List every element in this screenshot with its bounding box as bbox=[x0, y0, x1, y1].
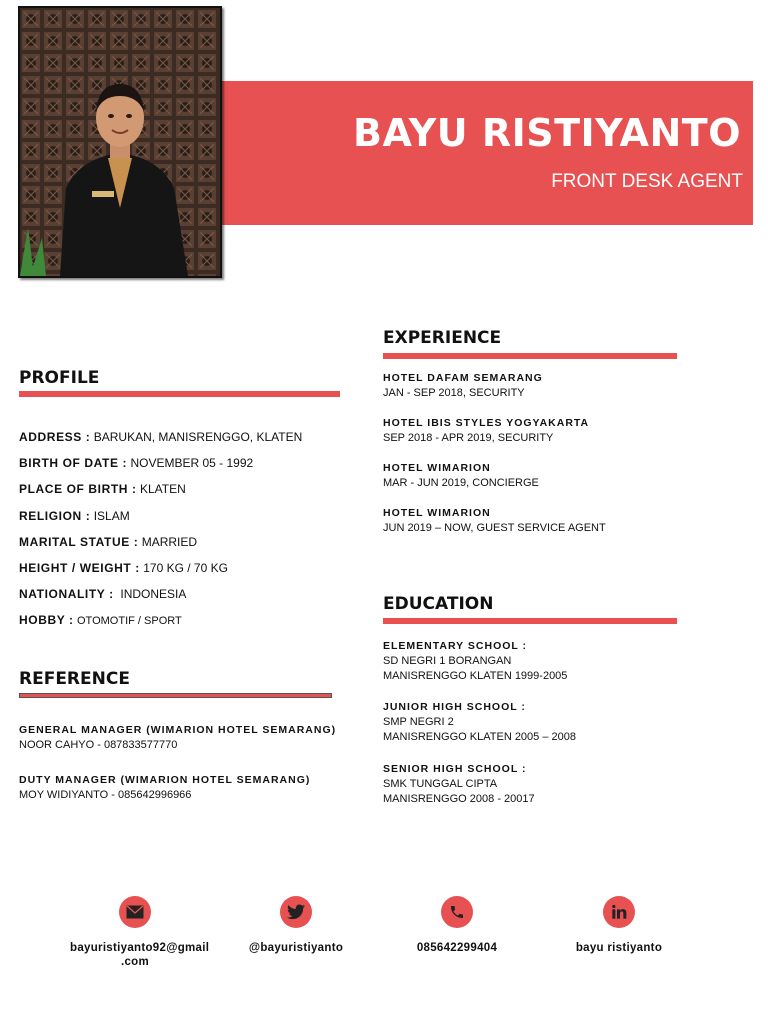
profile-item-hobby bbox=[19, 613, 182, 627]
profile-key: HOBBY : bbox=[19, 613, 74, 627]
reference-heading: REFERENCE bbox=[19, 669, 130, 689]
profile-value: KLATEN bbox=[139, 482, 186, 496]
education-location-years: MANISRENGGO 2008 - 20017 bbox=[383, 793, 535, 805]
reference-contact: NOOR CAHYO - 087833577770 bbox=[19, 739, 178, 751]
profile-item-marital-status bbox=[19, 535, 197, 549]
profile-value: MARRIED bbox=[141, 535, 198, 549]
contact-email bbox=[70, 896, 210, 969]
reference-title: DUTY MANAGER (WIMARION HOTEL SEMARANG) bbox=[19, 774, 311, 786]
education-school: SMK TUNGGAL CIPTA bbox=[383, 778, 498, 790]
contact-linkedin bbox=[554, 896, 684, 955]
education-item bbox=[383, 700, 576, 745]
experience-divider bbox=[383, 353, 677, 359]
profile-item-nationality bbox=[19, 587, 186, 601]
profile-value: INDONESIA bbox=[117, 587, 187, 601]
education-divider bbox=[383, 618, 677, 624]
email-icon bbox=[119, 896, 151, 928]
experience-employer: HOTEL WIMARION bbox=[383, 507, 491, 519]
education-item bbox=[383, 639, 567, 684]
reference-item bbox=[19, 773, 310, 803]
profile-value: 170 KG / 70 KG bbox=[143, 561, 228, 575]
profile-key: PLACE OF BIRTH : bbox=[19, 482, 137, 496]
twitter-icon bbox=[280, 896, 312, 928]
contact-phone bbox=[392, 896, 522, 955]
profile-key: RELIGION : bbox=[19, 509, 91, 523]
education-item bbox=[383, 762, 535, 807]
education-level: ELEMENTARY SCHOOL : bbox=[383, 640, 528, 652]
reference-title: GENERAL MANAGER (WIMARION HOTEL SEMARANG) bbox=[19, 724, 337, 736]
header-banner bbox=[222, 81, 753, 225]
profile-item-height-weight bbox=[19, 561, 228, 575]
profile-value: NOVEMBER 05 - 1992 bbox=[130, 456, 254, 470]
profile-key: HEIGHT / WEIGHT : bbox=[19, 561, 140, 575]
contact-twitter-text: @bayuristiyanto bbox=[248, 942, 344, 954]
contact-email-text-cont: .com bbox=[120, 956, 150, 968]
profile-key: NATIONALITY : bbox=[19, 587, 114, 601]
profile-key: BIRTH OF DATE : bbox=[19, 456, 128, 470]
profile-item-address bbox=[19, 430, 302, 444]
contact-email-text: bayuristiyanto92@gmail bbox=[70, 942, 210, 954]
experience-employer: HOTEL WIMARION bbox=[383, 462, 491, 474]
experience-detail: MAR - JUN 2019, CONCIERGE bbox=[383, 477, 539, 489]
experience-heading: EXPERIENCE bbox=[383, 328, 502, 348]
contact-twitter bbox=[231, 896, 361, 955]
profile-key: MARITAL STATUE : bbox=[19, 535, 139, 549]
education-location-years: MANISRENGGO KLATEN 2005 – 2008 bbox=[383, 731, 576, 743]
experience-employer: HOTEL IBIS STYLES YOGYAKARTA bbox=[383, 417, 590, 429]
profile-item-birth-date bbox=[19, 456, 253, 470]
experience-detail: JUN 2019 – NOW, GUEST SERVICE AGENT bbox=[383, 522, 606, 534]
contact-linkedin-text: bayu ristiyanto bbox=[575, 942, 663, 954]
experience-item bbox=[383, 506, 606, 536]
education-school: SMP NEGRI 2 bbox=[383, 716, 454, 728]
contact-phone-text: 085642299404 bbox=[416, 942, 498, 954]
phone-icon bbox=[441, 896, 473, 928]
reference-item bbox=[19, 723, 336, 753]
profile-value: ISLAM bbox=[93, 509, 130, 523]
education-school: SD NEGRI 1 BORANGAN bbox=[383, 655, 512, 667]
reference-contact: MOY WIDIYANTO - 085642996966 bbox=[19, 789, 192, 801]
profile-value: OTOMOTIF / SPORT bbox=[77, 615, 182, 627]
education-level: SENIOR HIGH SCHOOL : bbox=[383, 763, 527, 775]
profile-value: BARUKAN, MANISRENGGO, KLATEN bbox=[93, 430, 303, 444]
linkedin-icon bbox=[603, 896, 635, 928]
reference-divider bbox=[19, 693, 332, 698]
profile-key: ADDRESS : bbox=[19, 430, 91, 444]
education-location-years: MANISRENGGO KLATEN 1999-2005 bbox=[383, 670, 568, 682]
experience-detail: SEP 2018 - APR 2019, SECURITY bbox=[383, 432, 554, 444]
job-title: FRONT DESK AGENT bbox=[551, 171, 743, 192]
education-level: JUNIOR HIGH SCHOOL : bbox=[383, 701, 526, 713]
profile-divider bbox=[19, 391, 340, 397]
experience-item bbox=[383, 461, 539, 491]
profile-heading: PROFILE bbox=[19, 368, 100, 388]
experience-item bbox=[383, 371, 543, 401]
education-heading: EDUCATION bbox=[383, 594, 494, 614]
profile-item-birth-place bbox=[19, 482, 186, 496]
profile-item-religion bbox=[19, 509, 130, 523]
candidate-name: BAYU RISTIYANTO bbox=[353, 111, 741, 155]
profile-photo bbox=[18, 6, 222, 278]
experience-item bbox=[383, 416, 589, 446]
experience-detail: JAN - SEP 2018, SECURITY bbox=[383, 387, 525, 399]
experience-employer: HOTEL DAFAM SEMARANG bbox=[383, 372, 543, 384]
